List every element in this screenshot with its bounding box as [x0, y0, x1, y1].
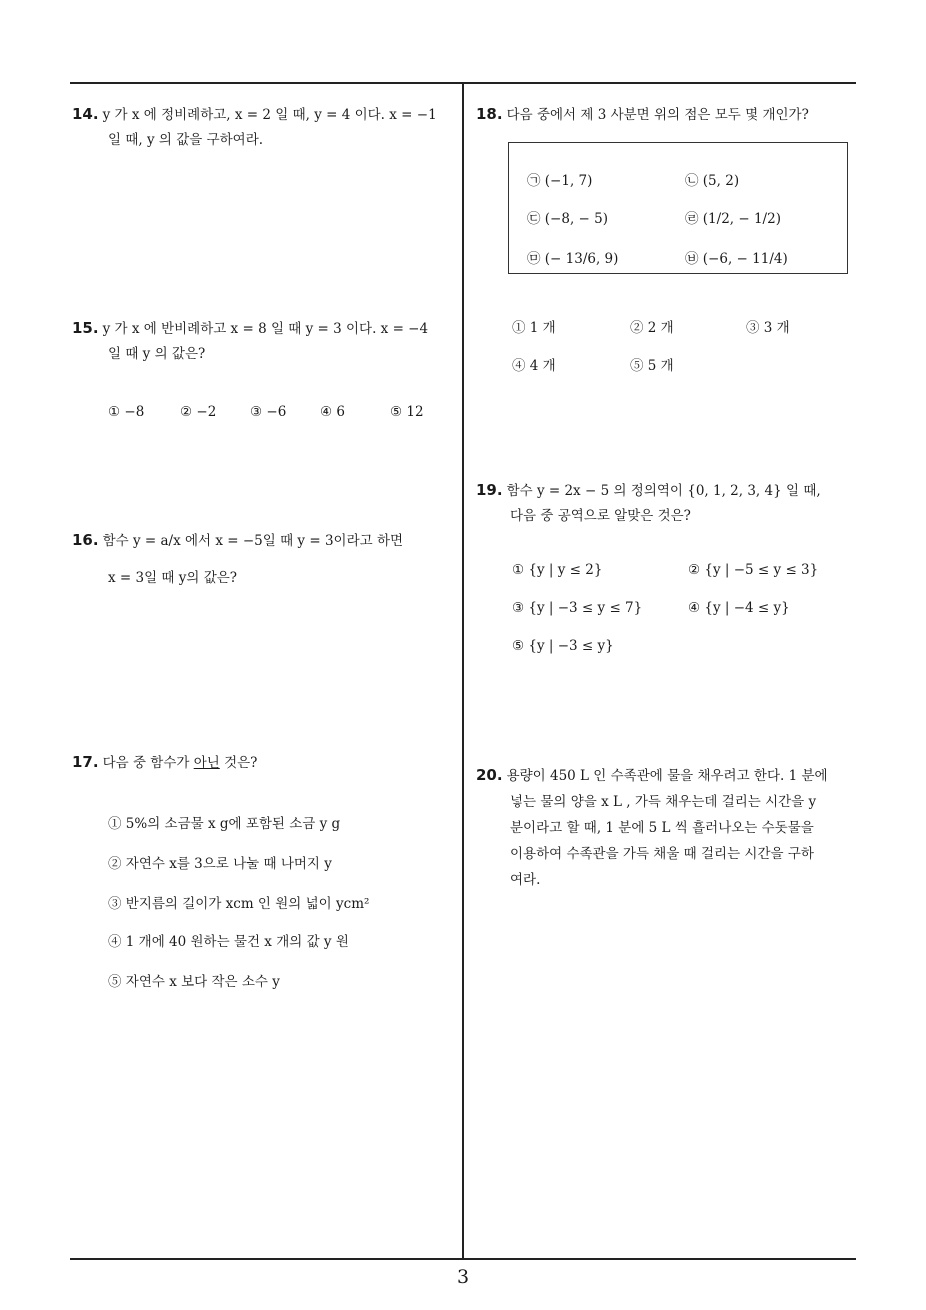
question-text-line2: 다음 중 공역으로 알맞은 것은? — [510, 508, 691, 524]
question-text-post: 것은? — [219, 755, 258, 771]
question-text-line: 여라. — [510, 872, 541, 888]
point-item: ㉥ (−6, − 11/4) — [685, 251, 788, 267]
option[interactable]: ① 5%의 소금물 x g에 포함된 소금 y g — [108, 816, 341, 832]
point-item: ㉣ (1/2, − 1/2) — [685, 211, 781, 227]
option[interactable]: ② 2 개 — [630, 320, 674, 336]
option[interactable]: ② 자연수 x를 3으로 나눌 때 나머지 y — [108, 856, 332, 872]
question-20 — [476, 762, 861, 893]
question-14 — [72, 102, 457, 153]
option[interactable]: ③ {y | −3 ≤ y ≤ 7} — [512, 600, 643, 616]
question-text-line2: 일 때, y 의 값을 구하여라. — [108, 132, 264, 148]
question-text-line: 분이라고 할 때, 1 분에 5 L 씩 흘러나오는 수돗물을 — [510, 820, 814, 836]
option[interactable]: ⑤ {y | −3 ≤ y} — [512, 638, 614, 654]
question-text-line2: x = 3일 때 y의 값은? — [108, 570, 238, 586]
question-15 — [72, 316, 457, 367]
points-box — [508, 142, 848, 274]
question-text-pre: 다음 중 함수가 — [102, 755, 194, 771]
page-number: 3 — [456, 1266, 470, 1288]
option[interactable]: ③ −6 — [250, 404, 287, 420]
question-17 — [72, 750, 457, 776]
question-19 — [476, 478, 861, 529]
column-divider — [462, 82, 464, 1258]
question-text-line: 용량이 450 L 인 수족관에 물을 채우려고 한다. 1 분에 — [506, 768, 828, 784]
option[interactable]: ④ 6 — [320, 404, 345, 420]
option[interactable]: ④ 1 개에 40 원하는 물건 x 개의 값 y 원 — [108, 934, 349, 950]
question-18 — [476, 102, 861, 128]
question-text-line1: y 가 x 에 반비례하고 x = 8 일 때 y = 3 이다. x = −4 — [102, 321, 429, 337]
question-text-underlined: 아닌 — [193, 755, 220, 771]
option[interactable]: ① −8 — [108, 404, 145, 420]
question-16 — [72, 528, 457, 591]
option[interactable]: ② −2 — [180, 404, 217, 420]
option[interactable]: ④ {y | −4 ≤ y} — [688, 600, 790, 616]
question-text-line: 이용하여 수족관을 가득 채울 때 걸리는 시간을 구하 — [510, 846, 814, 862]
option[interactable]: ③ 3 개 — [746, 320, 790, 336]
question-number: 17. — [72, 753, 99, 771]
point-item: ㉢ (−8, − 5) — [527, 211, 608, 227]
question-number: 19. — [476, 481, 503, 499]
point-item: ㉤ (− 13/6, 9) — [527, 251, 619, 267]
option[interactable]: ⑤ 12 — [390, 404, 424, 420]
bottom-rule — [70, 1258, 856, 1260]
question-text-line: 넣는 물의 양을 x L , 가득 채우는데 걸리는 시간을 y — [510, 794, 817, 810]
point-item: ㉡ (5, 2) — [685, 173, 740, 189]
question-text-line1: 함수 y = a/x 에서 x = −5일 때 y = 3이라고 하면 — [102, 533, 404, 549]
question-text-line1: 다음 중에서 제 3 사분면 위의 점은 모두 몇 개인가? — [506, 107, 809, 123]
question-number: 14. — [72, 105, 99, 123]
option[interactable]: ⑤ 5 개 — [630, 358, 674, 374]
question-number: 15. — [72, 319, 99, 337]
option[interactable]: ① {y | y ≤ 2} — [512, 562, 603, 578]
option[interactable]: ① 1 개 — [512, 320, 556, 336]
option[interactable]: ④ 4 개 — [512, 358, 556, 374]
question-text-line1: y 가 x 에 정비례하고, x = 2 일 때, y = 4 이다. x = −1 — [102, 107, 437, 123]
option[interactable]: ③ 반지름의 길이가 xcm 인 원의 넓이 ycm² — [108, 896, 370, 912]
option[interactable]: ② {y | −5 ≤ y ≤ 3} — [688, 562, 819, 578]
option[interactable]: ⑤ 자연수 x 보다 작은 소수 y — [108, 974, 280, 990]
question-number: 18. — [476, 105, 503, 123]
question-text-line1: 함수 y = 2x − 5 의 정의역이 {0, 1, 2, 3, 4} 일 때, — [506, 483, 821, 499]
point-item: ㉠ (−1, 7) — [527, 173, 593, 189]
question-number: 16. — [72, 531, 99, 549]
question-number: 20. — [476, 766, 503, 784]
question-text-line2: 일 때 y 의 값은? — [108, 346, 206, 362]
